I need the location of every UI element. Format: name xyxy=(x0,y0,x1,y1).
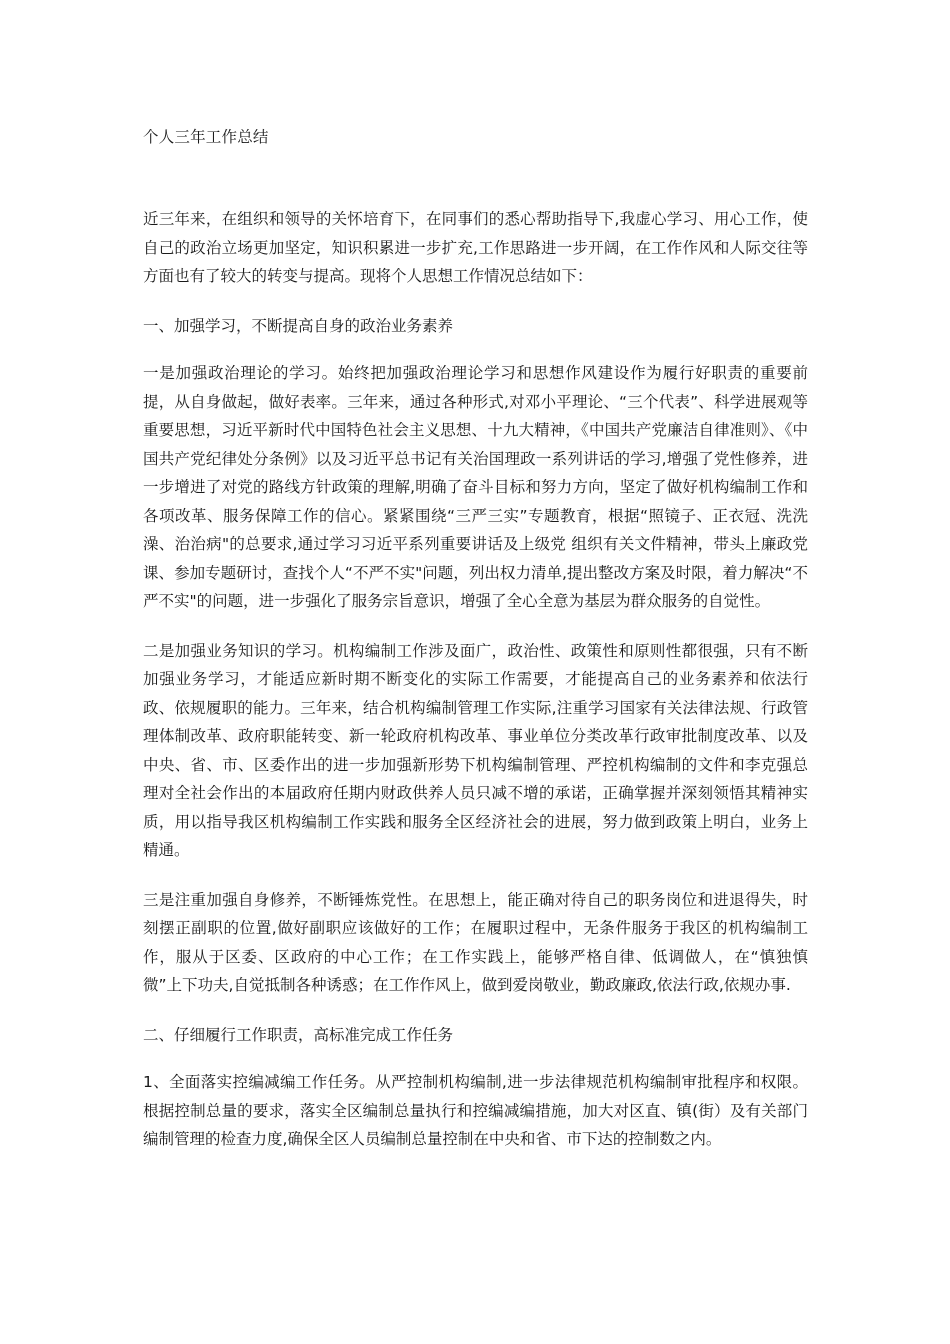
paragraph-political-theory: 一是加强政治理论的学习。始终把加强政治理论学习和思想作风建设作为履行好职责的重要前提，从自身做起，做好表率。三年来，通过各种形式,对邓小平理论、“三个代表”、科学进展观等重要思想，习近平新时代中国特色社会主义思想、十九大精神，《中国共产党廉洁自律准则》、《中国共产党纪律处分条例》以及习近平总书记有关治国理政一系列讲话的学习,增强了党性修养，进一步增进了对党的路线方针政策的理解,明确了奋斗目标和努力方向，坚定了做好机构编制工作和各项改革、服务保障工作的信心。紧紧围绕“三严三实”专题教育，根据“照镜子、正衣冠、洗洗澡、治治病"的总要求,通过学习习近平系列重要讲话及上级党 组织有关文件精神，带头上廉政党课、参加专题研讨，查找个人“不严不实"问题，列出权力清单,提出整改方案及时限，着力解决“不严不实"的问题，进一步强化了服务宗旨意识，增强了全心全意为基层为群众服务的自觉性。 xyxy=(143,364,808,610)
document-title: 个人三年工作总结 xyxy=(143,128,269,146)
section-heading-2: 二、仔细履行工作职责，高标准完成工作任务 xyxy=(143,1025,454,1044)
intro-paragraph: 近三年来，在组织和领导的关怀培育下，在同事们的悉心帮助指导下,我虚心学习、用心工作，使自己的政治立场更加坚定，知识积累进一步扩充,工作思路进一步开阔，在工作作风和人际交往等方面也有了较大的转变与提高。现将个人思想工作情况总结如下： xyxy=(143,210,808,285)
paragraph-staffing-control: 1、全面落实控编减编工作任务。从严控制机构编制,进一步法律规范机构编制审批程序和权限。根据控制总量的要求，落实全区编制总量执行和控编减编措施，加大对区直、镇(街）及有关部门编制管理的检查力度,确保全区人员编制总量控制在中央和省、市下达的控制数之内。 xyxy=(143,1073,808,1148)
section-heading-1: 一、加强学习，不断提高自身的政治业务素养 xyxy=(143,316,454,335)
paragraph-self-cultivation: 三是注重加强自身修养，不断锤炼党性。在思想上，能正确对待自己的职务岗位和进退得失，时刻摆正副职的位置,做好副职应该做好的工作；在履职过程中，无条件服务于我区的机构编制工作，服从于区委、区政府的中心工作；在工作实践上，能够严格自律、低调做人，在“慎独慎微”上下功夫,自觉抵制各种诱惑；在工作作风上，做到爱岗敬业，勤政廉政,依法行政,依规办事. xyxy=(143,890,808,994)
document-body xyxy=(143,205,808,1175)
paragraph-business-knowledge: 二是加强业务知识的学习。机构编制工作涉及面广，政治性、政策性和原则性都很强，只有不断加强业务学习，才能适应新时期不断变化的实际工作需要，才能提高自己的业务素养和依法行政、依规履职的能力。三年来，结合机构编制管理工作实际,注重学习国家有关法律法规、行政管理体制改革、政府职能转变、新一轮政府机构改革、事业单位分类改革行政审批制度改革、以及中央、省、市、区委作出的进一步加强新形势下机构编制管理、严控机构编制的文件和李克强总理对全社会作出的本届政府任期内财政供养人员只减不增的承诺，正确掌握并深刻领悟其精神实质，用以指导我区机构编制工作实践和服务全区经济社会的进展，努力做到政策上明白，业务上精通。 xyxy=(143,641,808,859)
